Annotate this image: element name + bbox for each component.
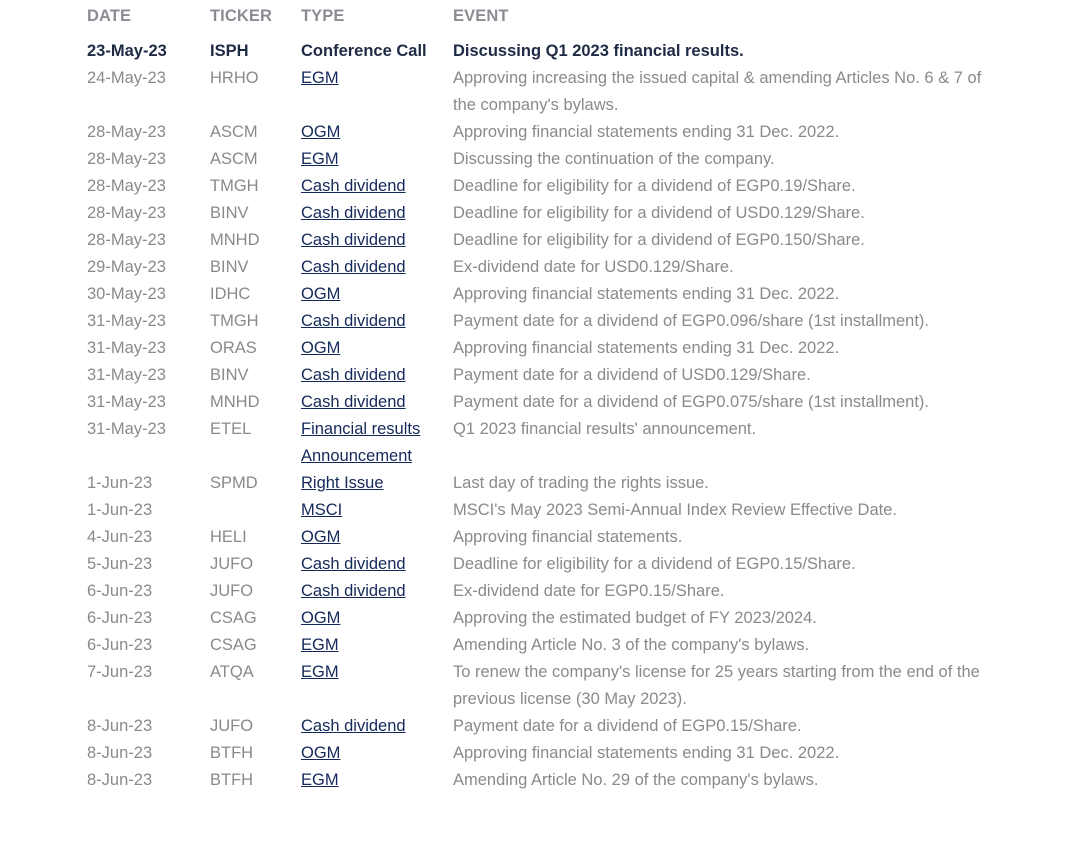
ticker-cell: CSAG: [210, 636, 257, 654]
date-cell: 24-May-23: [87, 69, 166, 87]
type-cell: [294, 632, 446, 659]
event-cell: Payment date for a dividend of USD0.129/Share.: [453, 366, 811, 384]
table-row: [80, 362, 1000, 389]
ticker-cell: ASCM: [210, 123, 258, 141]
date-cell: 28-May-23: [87, 231, 166, 249]
event-cell: Discussing Q1 2023 financial results.: [453, 42, 744, 60]
event-cell: Deadline for eligibility for a dividend of EGP0.150/Share.: [453, 231, 865, 249]
date-cell: 31-May-23: [87, 339, 166, 357]
ticker-cell: TMGH: [210, 177, 259, 195]
type-cell: [294, 146, 446, 173]
event-type-link[interactable]: Cash dividend: [301, 555, 406, 573]
event-type-link[interactable]: Cash dividend: [301, 393, 406, 411]
table-row: [80, 227, 1000, 254]
event-type-link[interactable]: OGM: [301, 744, 341, 762]
date-cell: 23-May-23: [87, 42, 167, 60]
type-cell: [294, 524, 446, 551]
type-cell: [294, 281, 446, 308]
table-row: [80, 389, 1000, 416]
event-type-link[interactable]: OGM: [301, 123, 341, 141]
type-cell: [294, 767, 446, 794]
ticker-cell: [203, 497, 294, 524]
type-cell: [294, 308, 446, 335]
type-cell: [294, 65, 446, 119]
event-type-link[interactable]: EGM: [301, 771, 339, 789]
type-cell: [294, 389, 446, 416]
type-cell: [294, 470, 446, 497]
event-type-link[interactable]: OGM: [301, 339, 341, 357]
type-cell: [294, 551, 446, 578]
ticker-cell: JUFO: [210, 555, 254, 573]
ticker-cell: ORAS: [210, 339, 257, 357]
event-cell: To renew the company's license for 25 years starting from the end of the previous license (30 May 2023).: [453, 663, 980, 708]
date-cell: 6-Jun-23: [87, 609, 153, 627]
header-event: EVENT: [453, 7, 509, 25]
date-cell: 28-May-23: [87, 204, 166, 222]
event-type-link[interactable]: Cash dividend: [301, 717, 406, 735]
event-cell: MSCI's May 2023 Semi-Annual Index Review Effective Date.: [453, 501, 897, 519]
date-cell: 1-Jun-23: [87, 501, 153, 519]
ticker-cell: ETEL: [210, 420, 252, 438]
type-cell: [294, 119, 446, 146]
type-cell: [294, 605, 446, 632]
event-cell: Ex-dividend date for EGP0.15/Share.: [453, 582, 725, 600]
event-type-link[interactable]: EGM: [301, 150, 339, 168]
event-cell: Last day of trading the rights issue.: [453, 474, 709, 492]
event-cell: Deadline for eligibility for a dividend of EGP0.15/Share.: [453, 555, 856, 573]
event-type-link[interactable]: EGM: [301, 663, 339, 681]
event-type-link[interactable]: Financial results Announcement: [301, 420, 421, 465]
events-calendar: [80, 3, 1000, 794]
ticker-cell: HELI: [210, 528, 247, 546]
date-cell: 6-Jun-23: [87, 636, 153, 654]
type-cell: [294, 659, 446, 713]
event-cell: Payment date for a dividend of EGP0.15/Share.: [453, 717, 802, 735]
table-row: [80, 713, 1000, 740]
event-cell: Discussing the continuation of the company.: [453, 150, 775, 168]
event-cell: Amending Article No. 29 of the company's bylaws.: [453, 771, 819, 789]
event-type-link[interactable]: Cash dividend: [301, 582, 406, 600]
ticker-cell: CSAG: [210, 609, 257, 627]
event-cell: Approving the estimated budget of FY 2023/2024.: [453, 609, 817, 627]
event-cell: Deadline for eligibility for a dividend of EGP0.19/Share.: [453, 177, 856, 195]
event-cell: Approving financial statements ending 31 Dec. 2022.: [453, 339, 840, 357]
event-type-link[interactable]: OGM: [301, 285, 341, 303]
table-row: [80, 551, 1000, 578]
table-row: [80, 146, 1000, 173]
event-cell: Amending Article No. 3 of the company's bylaws.: [453, 636, 810, 654]
table-row: [80, 335, 1000, 362]
ticker-cell: ISPH: [210, 42, 249, 60]
event-cell: Deadline for eligibility for a dividend of USD0.129/Share.: [453, 204, 865, 222]
table-row: [80, 38, 1000, 65]
date-cell: 31-May-23: [87, 366, 166, 384]
date-cell: 8-Jun-23: [87, 771, 153, 789]
table-row: [80, 119, 1000, 146]
ticker-cell: HRHO: [210, 69, 259, 87]
event-cell: Payment date for a dividend of EGP0.075/share (1st installment).: [453, 393, 930, 411]
date-cell: 4-Jun-23: [87, 528, 153, 546]
event-type-link[interactable]: EGM: [301, 69, 339, 87]
table-row: [80, 254, 1000, 281]
table-row: [80, 173, 1000, 200]
ticker-cell: SPMD: [210, 474, 258, 492]
ticker-cell: MNHD: [210, 393, 260, 411]
ticker-cell: JUFO: [210, 582, 254, 600]
ticker-cell: MNHD: [210, 231, 260, 249]
type-cell: [294, 335, 446, 362]
type-cell: [294, 740, 446, 767]
type-cell: [294, 362, 446, 389]
ticker-cell: ATQA: [210, 663, 254, 681]
type-cell: [294, 227, 446, 254]
date-cell: 28-May-23: [87, 123, 166, 141]
type-cell: [294, 416, 446, 470]
event-cell: Approving financial statements ending 31 Dec. 2022.: [453, 285, 840, 303]
table-row: [80, 416, 1000, 470]
event-type-link[interactable]: Cash dividend: [301, 204, 406, 222]
event-type-link[interactable]: Cash dividend: [301, 258, 406, 276]
ticker-cell: BINV: [210, 366, 249, 384]
table-row: [80, 605, 1000, 632]
date-cell: 28-May-23: [87, 177, 166, 195]
table-row: [80, 767, 1000, 794]
table-row: [80, 308, 1000, 335]
event-cell: Approving financial statements ending 31 Dec. 2022.: [453, 123, 840, 141]
type-cell: [294, 173, 446, 200]
event-type-link[interactable]: OGM: [301, 528, 341, 546]
ticker-cell: BTFH: [210, 771, 254, 789]
event-type-link[interactable]: Cash dividend: [301, 312, 406, 330]
event-cell: Approving increasing the issued capital & amending Articles No. 6 & 7 of the company's bylaws.: [453, 69, 982, 114]
event-cell: Ex-dividend date for USD0.129/Share.: [453, 258, 734, 276]
date-cell: 5-Jun-23: [87, 555, 153, 573]
date-cell: 31-May-23: [87, 393, 166, 411]
event-cell: Payment date for a dividend of EGP0.096/share (1st installment).: [453, 312, 930, 330]
date-cell: 6-Jun-23: [87, 582, 153, 600]
date-cell: 29-May-23: [87, 258, 166, 276]
date-cell: 7-Jun-23: [87, 663, 153, 681]
header-date: DATE: [87, 7, 132, 25]
event-cell: Approving financial statements ending 31 Dec. 2022.: [453, 744, 840, 762]
event-type-link[interactable]: MSCI: [301, 501, 343, 519]
date-cell: 30-May-23: [87, 285, 166, 303]
type-cell: [294, 578, 446, 605]
table-row: [80, 659, 1000, 713]
ticker-cell: BINV: [210, 258, 249, 276]
header-type: TYPE: [301, 7, 345, 25]
ticker-cell: IDHC: [210, 285, 251, 303]
type-cell: [294, 713, 446, 740]
table-row: [80, 578, 1000, 605]
date-cell: 8-Jun-23: [87, 717, 153, 735]
table-row: [80, 632, 1000, 659]
table-body: [80, 38, 1000, 794]
date-cell: 1-Jun-23: [87, 474, 153, 492]
table-row: [80, 524, 1000, 551]
type-cell: [294, 200, 446, 227]
table-row: [80, 281, 1000, 308]
header-ticker: TICKER: [210, 7, 273, 25]
date-cell: 8-Jun-23: [87, 744, 153, 762]
table-row: [80, 740, 1000, 767]
date-cell: 31-May-23: [87, 420, 166, 438]
table-row: [80, 200, 1000, 227]
event-type-link[interactable]: OGM: [301, 609, 341, 627]
event-type-link[interactable]: Cash dividend: [301, 177, 406, 195]
ticker-cell: BINV: [210, 204, 249, 222]
table-row: [80, 470, 1000, 497]
event-type-link[interactable]: Cash dividend: [301, 231, 406, 249]
table-row: [80, 497, 1000, 524]
table-row: [80, 65, 1000, 119]
event-type-link[interactable]: Right Issue: [301, 474, 384, 492]
event-type-link[interactable]: EGM: [301, 636, 339, 654]
ticker-cell: ASCM: [210, 150, 258, 168]
ticker-cell: BTFH: [210, 744, 254, 762]
type-cell: [294, 497, 446, 524]
events-table: [80, 3, 1000, 794]
type-cell: [294, 254, 446, 281]
date-cell: 31-May-23: [87, 312, 166, 330]
event-cell: Q1 2023 financial results' announcement.: [453, 420, 757, 438]
ticker-cell: JUFO: [210, 717, 254, 735]
event-type-link[interactable]: Cash dividend: [301, 366, 406, 384]
date-cell: 28-May-23: [87, 150, 166, 168]
ticker-cell: TMGH: [210, 312, 259, 330]
type-cell: Conference Call: [301, 42, 427, 60]
event-cell: Approving financial statements.: [453, 528, 683, 546]
header-row: [80, 3, 1000, 38]
